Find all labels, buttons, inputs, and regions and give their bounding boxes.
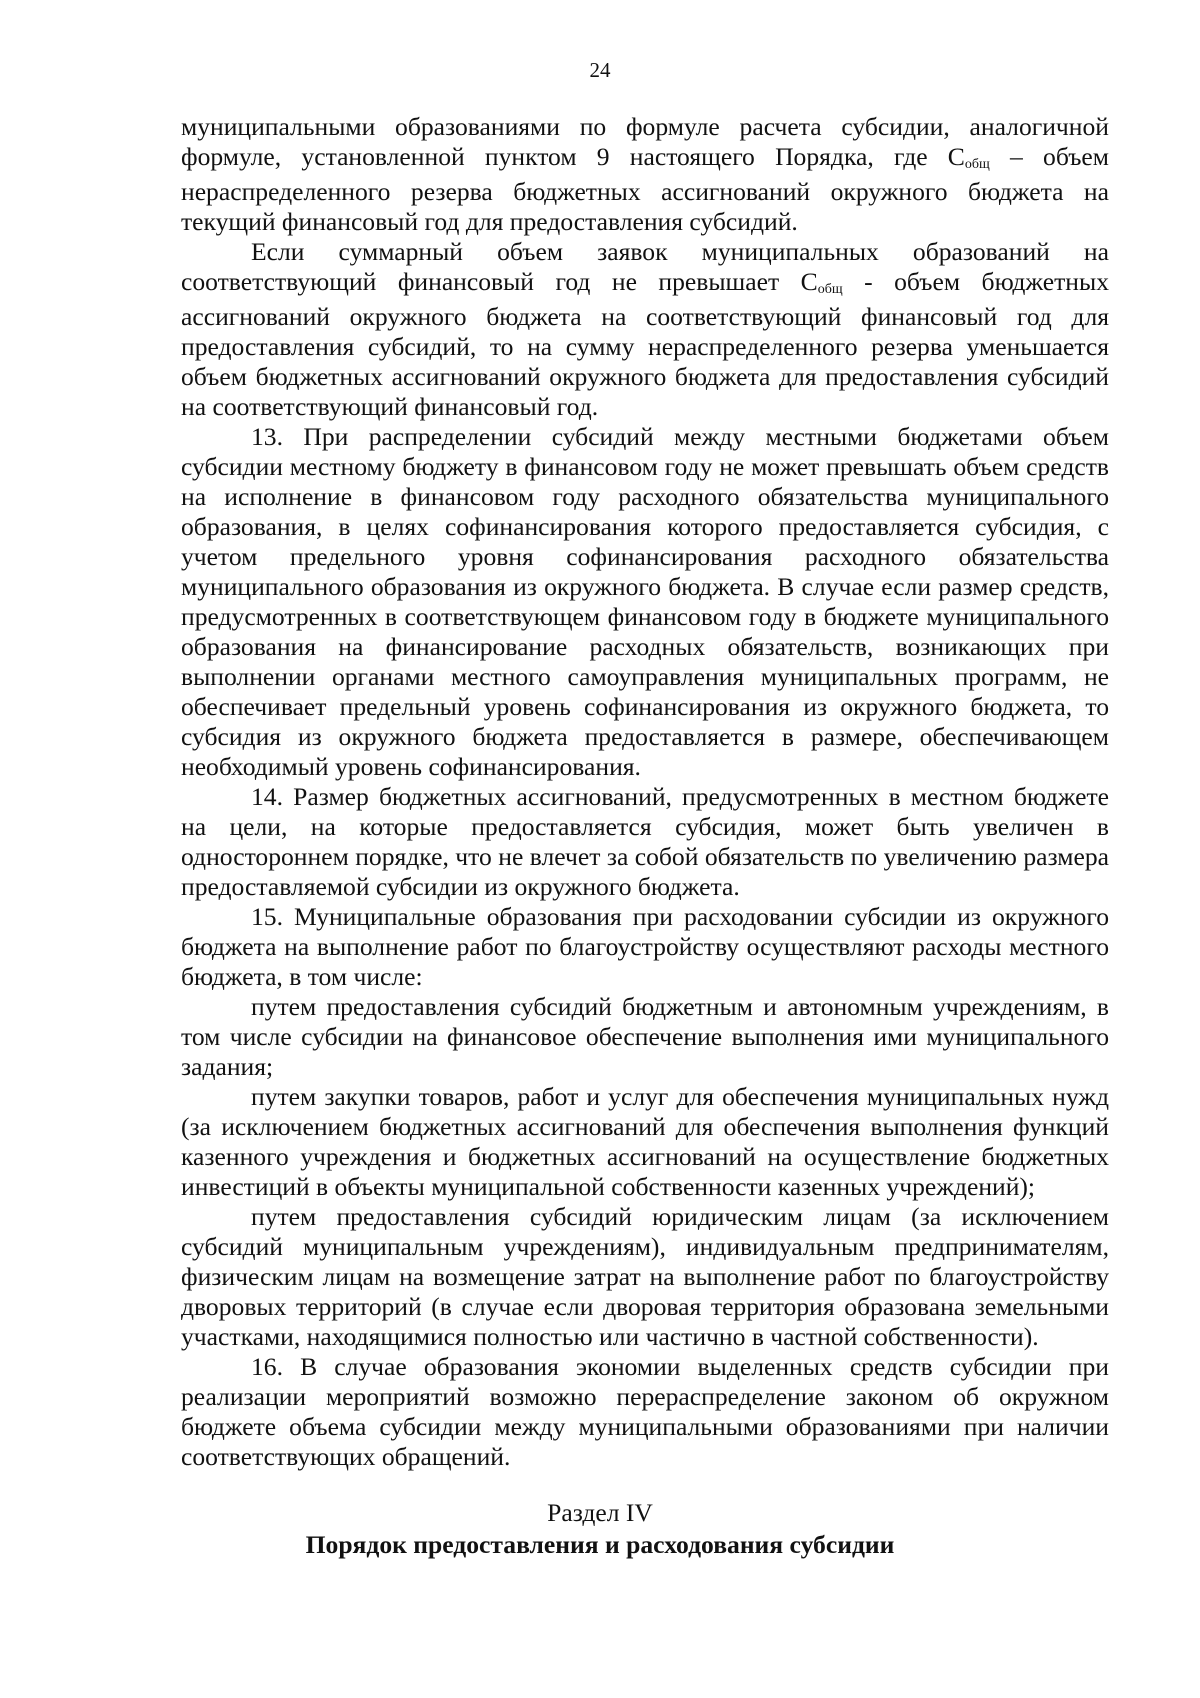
paragraph bbox=[181, 1352, 1109, 1472]
section-label: Раздел IV bbox=[547, 1498, 653, 1527]
paragraph bbox=[181, 902, 1109, 992]
paragraph-text: путем предоставления субсидий бюджетным и автономным учреждениям, в том числе субсидии на финансовое обеспечение выполнения ими муниципального задания; bbox=[181, 992, 1109, 1081]
paragraph-text: 15. Муниципальные образования при расходовании субсидии из окружного бюджета на выполнение работ по благоустройству осуществляют расходы местного бюджета, в том числе: bbox=[181, 902, 1109, 991]
paragraph-text: путем предоставления субсидий юридическим лицам (за исключением субсидий муниципальным учреждениям), индивидуальным предпринимателям, физическим лицам на возмещение затрат на выполнение работ по благоустройству дворовых территорий (в случае если дворовая территория образована земельными участками, находящимися полностью или частично в частной собственности). bbox=[181, 1202, 1109, 1351]
subscript: общ bbox=[964, 157, 990, 172]
subscript: общ bbox=[817, 282, 843, 297]
page-number: 24 bbox=[589, 58, 611, 82]
paragraph bbox=[181, 1082, 1109, 1202]
paragraph bbox=[181, 237, 1109, 422]
paragraph bbox=[181, 112, 1109, 237]
paragraph-text: – объем нераспределенного резерва бюджетных ассигнований окружного бюджета на текущий финансовый год для предоставления субсидий. bbox=[181, 142, 1109, 236]
paragraph bbox=[181, 1202, 1109, 1352]
paragraph bbox=[181, 992, 1109, 1082]
paragraph-text: 13. При распределении субсидий между местными бюджетами объем субсидии местному бюджету в финансовом году не может превышать объем средств на исполнение в финансовом году расходного обязательства муниципального образования, в целях софинансирования которого предоставляется субсидия, с учетом предельного уровня софинансирования расходного обязательства муниципального образования из окружного бюджета. В случае если размер средств, предусмотренных в соответствующем финансовом году в бюджете муниципального образования на финансирование расходных обязательств, возникающих при выполнении органами местного самоуправления муниципальных программ, не обеспечивает предельный уровень софинансирования из окружного бюджета, то субсидия из окружного бюджета предоставляется в размере, обеспечивающем необходимый уровень софинансирования. bbox=[181, 422, 1109, 781]
section-heading bbox=[0, 1497, 1200, 1561]
paragraph-text: муниципальными образованиями по формуле расчета субсидии, аналогичной формуле, установленной пунктом 9 настоящего Порядка, где С bbox=[181, 112, 1109, 171]
paragraph bbox=[181, 422, 1109, 782]
paragraph bbox=[181, 782, 1109, 902]
paragraph-text: Если суммарный объем заявок муниципальных образований на соответствующий финансовый год не превышает С bbox=[181, 237, 1109, 296]
document-body bbox=[181, 112, 1109, 1472]
paragraph-text: - объем бюджетных ассигнований окружного бюджета на соответствующий финансовый год для предоставления субсидий, то на сумму нераспределенного резерва уменьшается объем бюджетных ассигнований окружного бюджета для предоставления субсидий на соответствующий финансовый год. bbox=[181, 267, 1109, 421]
paragraph-text: 14. Размер бюджетных ассигнований, предусмотренных в местном бюджете на цели, на которые предоставляется субсидия, может быть увеличен в одностороннем порядке, что не влечет за собой обязательств по увеличению размера предоставляемой субсидии из окружного бюджета. bbox=[181, 782, 1109, 901]
paragraph-text: путем закупки товаров, работ и услуг для обеспечения муниципальных нужд (за исключением бюджетных ассигнований для обеспечения выполнения функций казенного учреждения и бюджетных ассигнований на осуществление бюджетных инвестиций в объекты муниципальной собственности казенных учреждений); bbox=[181, 1082, 1109, 1201]
paragraph-text: 16. В случае образования экономии выделенных средств субсидии при реализации мероприятий возможно перераспределение законом об окружном бюджете объема субсидии между муниципальными образованиями при наличии соответствующих обращений. bbox=[181, 1352, 1109, 1471]
section-title: Порядок предоставления и расходования субсидии bbox=[305, 1530, 895, 1559]
